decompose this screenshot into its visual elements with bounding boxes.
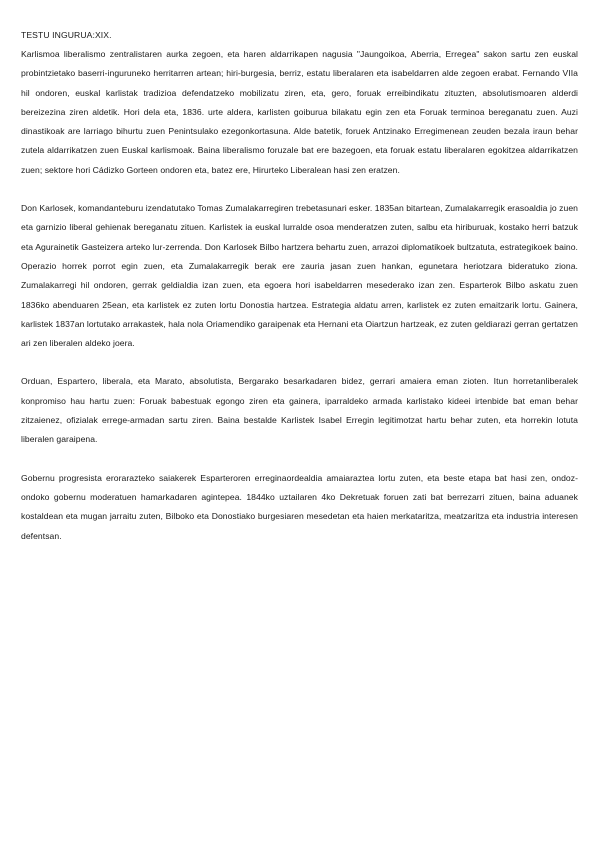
paragraph-2: Don Karlosek, komandanteburu izendatutako Tomas Zumalakarregiren trebetasunari esker. 1835an bitartean, Zumalakarregik erasoaldia jo zuen eta garnizio liberal gehienak bereganatu zituen. Karlistek ia euskal lurralde osoa menderatzen zuten, salbu eta hiriburuak, kostako herri batzuk eta Agurainetik Gasteizera arteko lur-zerrenda. Don Karlosek Bilbo hartzera behartu zuen, arrazoi diplomatikoek bultzatuta, estrategikoek baino. Operazio horrek porrot egin zuen, eta Zumalakarregik berak ere zauria jasan zuen hankan, egunetara heriotzara bideratuko ziona. Zumalakarregi hil ondoren, gerrak geldialdia izan zuen, eta egoera hori isabeldarren mesederako izan zen. Esparterok Bilbo askatu zuen 1836ko abenduaren 25ean, eta karlistek ez zuten lortu Donostia hartzea. Estrategia aldatu arren, karlistek ez zuten emaitzarik lortu. Gainera, karlistek 1837an lortutako arrakastek, hala nola Oriamendiko garaipenak eta Hernani eta Oiartzun hartzeak, ez zuten geldiarazi gerran gertatzen ari zen liberalen aldeko joera. xyxy=(21,203,579,349)
paragraph-3: Orduan, Espartero, liberala, eta Marato, absolutista, Bergarako besarkadaren bidez, gerrari amaiera eman zioten. Itun horretanliberalek konpromiso hau hartu zuen: Foruak babestuak egongo ziren eta gainera, iparraldeko armada karlistako kideei irtenbide bat eman behar zitzaienez, ofizialak errege-armadan sartu ziren. Baina bestalde Karlistek Isabel Erregin legitimotzat hartu behar zuten, eta horrekin lotuta liberalen garaipena. xyxy=(21,376,578,445)
paragraph-4: Gobernu progresista erorarazteko saiakerek Esparteroren erreginaordealdia amaiaraztea lortu zuten, eta beste etapa bat hasi zen, ondoz-ondoko gobernu moderatuen hamarkadaren agintepea. 1844ko uztailaren 4ko Dekretuak foruen zati bat berrezarri zituen, baina aduanek kostaldean eta mugan jarraitu zuten, Bilboko eta Donostiako burgesiaren mesedetan eta haien merkataritza, meatzaritza eta industria interesen defentsan. xyxy=(21,472,578,541)
document-heading: TESTU INGURUA:XIX. xyxy=(21,30,112,40)
document-page xyxy=(21,28,578,565)
paragraph-1: Karlismoa liberalismo zentralistaren aurka zegoen, eta haren aldarrikapen nagusia "Jaungoikoa, Aberria, Erregea" sakon sartu zen euskal probintzietako baserri-inguruneko herritarren artean; hiri-burgesia, berriz, estatu liberalaren eta isabeldarren alde zegoen erabat. Fernando VIIa hil ondoren, euskal karlistak tradizioa defendatzeko mobilizatu ziren, eta, gero, foruak erreibindikatu zituzten, absolutismoaren alderdi bereizezina ziren aldetik. Hori dela eta, 1836. urte aldera, karlisten goiburua bilakatu egin zen eta Foruak terminoa bereganatu zuen. Auzi dinastikoak are larriago bihurtu zuen Penintsulako ezegonkortasuna. Alde batetik, foruek Antzinako Erregimenean zeuden bezala iraun behar zutela aldarrikatzen zuen Euskal karlismoak. Baina liberalismo foruzale bat ere bazegoen, eta foruak estatu liberalaren egokitzea aldarrikatzen zuen; sektore hori Cádizko Gorteen ondoren eta, batez ere, Hirurteko Liberalean hasi zen eratzen. xyxy=(21,49,578,175)
